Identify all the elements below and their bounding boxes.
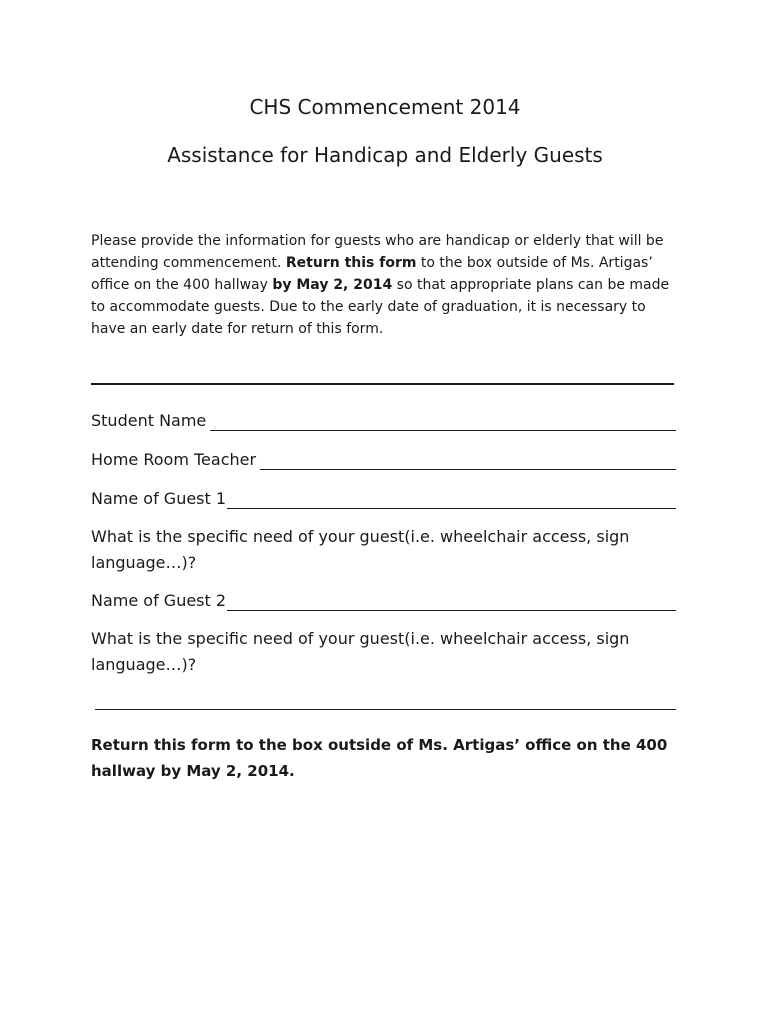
instructions-bold-return: Return this form (285, 255, 417, 271)
home-room-teacher-label: Home Room Teacher (91, 450, 257, 469)
instructions-bold-deadline: by May 2, 2014 (272, 277, 393, 293)
student-name-field (91, 411, 676, 431)
home-room-teacher-input-line[interactable] (260, 452, 676, 470)
guest1-name-label: Name of Guest 1 (91, 489, 227, 508)
section-divider (91, 383, 674, 385)
guest2-need-answer-line[interactable] (95, 709, 676, 710)
page-subtitle: Assistance for Handicap and Elderly Guests (167, 143, 603, 167)
guest1-name-input-line[interactable] (227, 491, 676, 509)
page-title: CHS Commencement 2014 (249, 95, 521, 119)
student-name-input-line[interactable] (210, 413, 676, 431)
home-room-teacher-field (91, 450, 676, 470)
return-instructions-note: Return this form to the box outside of Ms. Artigas’ office on the 400 hallway by May 2, 2014. (91, 736, 668, 780)
guest2-need-question: What is the specific need of your guest(i.e. wheelchair access, sign language…)? (91, 629, 630, 674)
instructions-text-3: so that appropriate plans can be made to accommodate guests. Due to the early date of graduation, it is necessary to have an early date for return of this form. (91, 277, 670, 337)
instructions-paragraph (91, 230, 681, 340)
guest2-name-field (91, 591, 676, 611)
guest1-need-question: What is the specific need of your guest(i.e. wheelchair access, sign language…)? (91, 527, 630, 572)
instructions-text-2: to the box outside of Ms. Artigas’ office on the 400 hallway (91, 255, 653, 293)
guest2-name-label: Name of Guest 2 (91, 591, 227, 610)
guest1-name-field (91, 489, 676, 509)
guest2-name-input-line[interactable] (227, 593, 676, 611)
student-name-label: Student Name (91, 411, 207, 430)
instructions-text-1: Please provide the information for guests who are handicap or elderly that will be attending commencement. (91, 233, 664, 271)
